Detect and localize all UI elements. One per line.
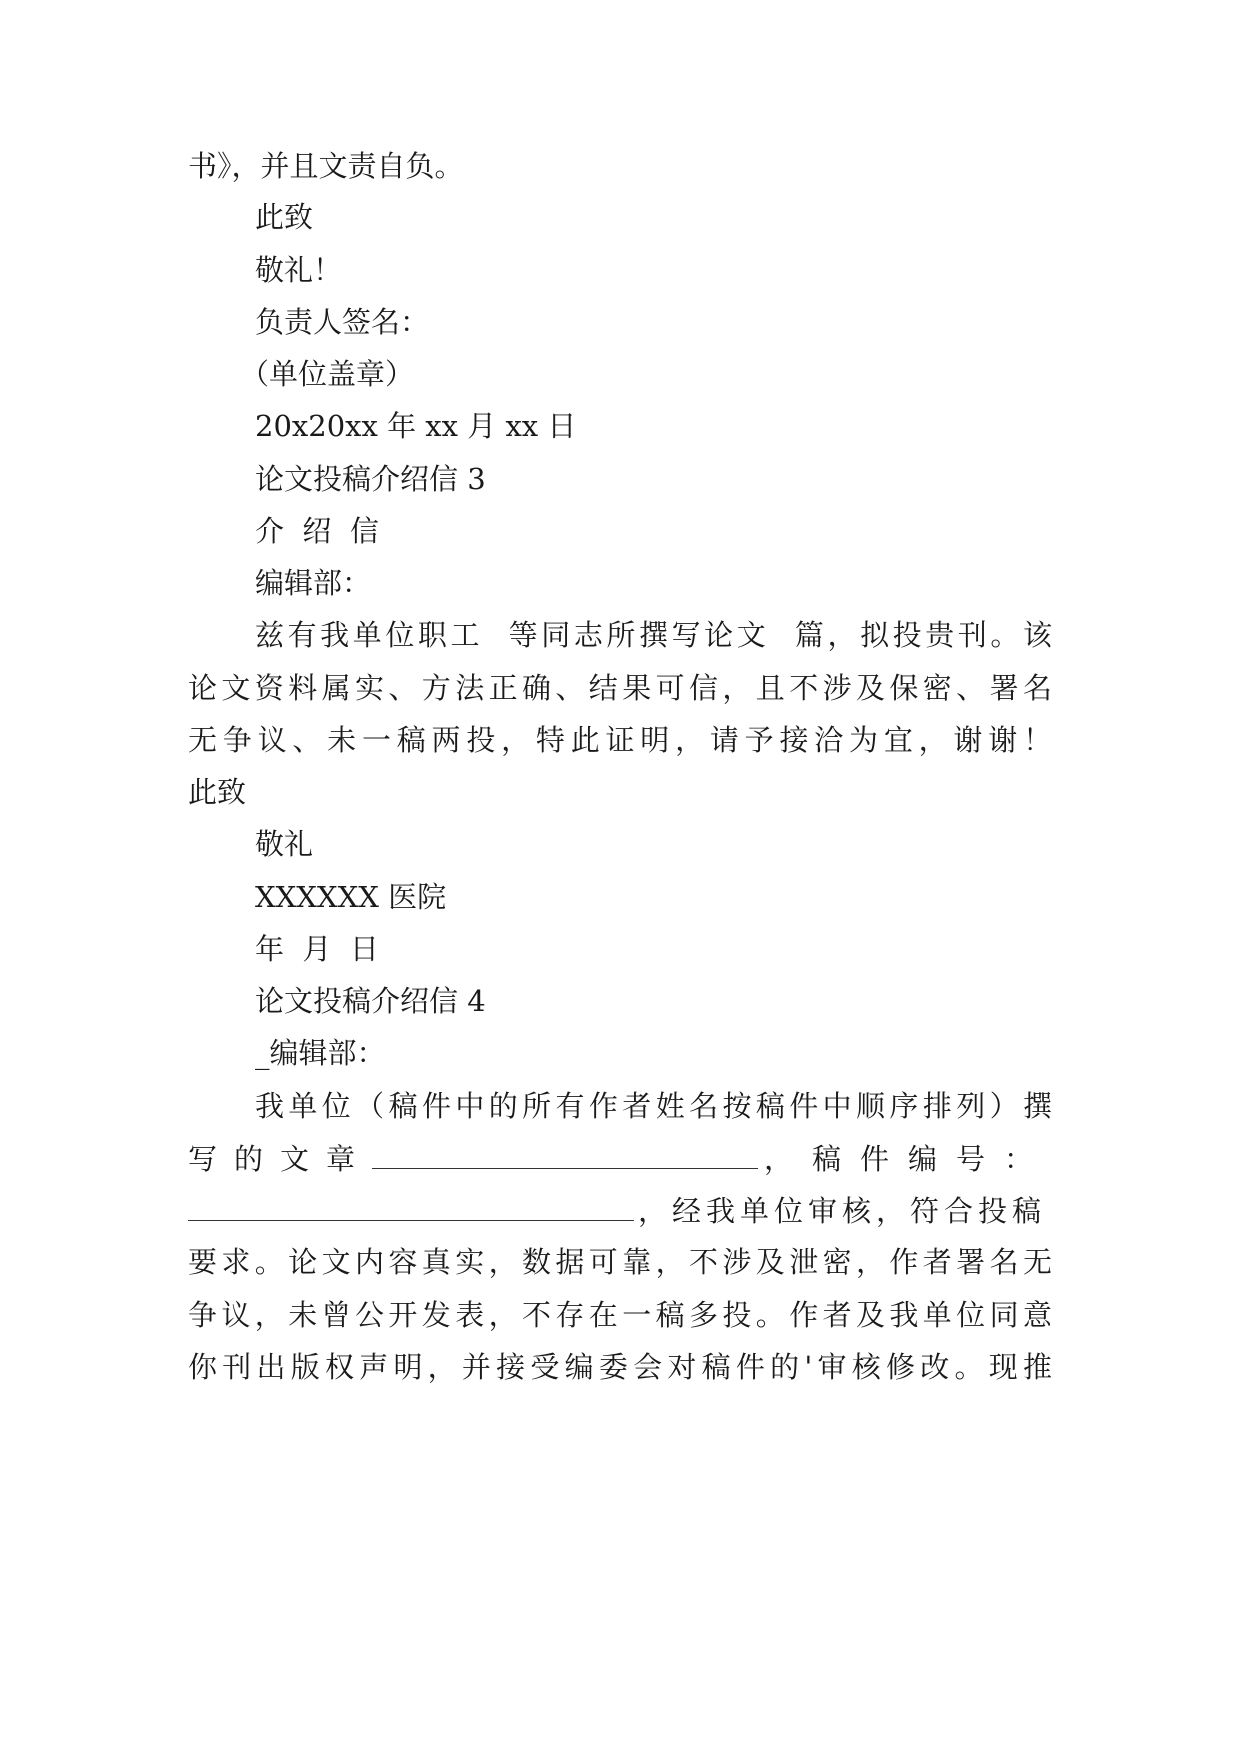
- body-text: ，经我单位审核，符合投稿: [638, 1194, 1047, 1228]
- salutation-regards: 敬礼: [255, 827, 314, 861]
- body-line-with-blank: [188, 1190, 1052, 1231]
- body-text: 写的文章: [188, 1142, 373, 1176]
- institution-name: XXXXXX 医院: [255, 880, 447, 914]
- salutation-closing: 此致: [255, 200, 314, 234]
- body-line: 我单位（稿件中的所有作者姓名按稿件中顺序排列）撰: [255, 1089, 1052, 1123]
- letter-title: 介 绍 信: [255, 514, 379, 548]
- section-heading: 论文投稿介绍信 4: [255, 984, 486, 1018]
- body-line-with-blank: [188, 1138, 1052, 1179]
- body-line: 争议，未曾公开发表，不存在一稿多投。作者及我单位同意: [188, 1298, 1052, 1332]
- salutation-closing: 此致: [188, 775, 247, 809]
- text-line: 书》，并且文责自负。: [188, 149, 464, 183]
- body-line: 论文资料属实、方法正确、结果可信，且不涉及保密、署名: [188, 671, 1052, 705]
- body-line: 兹有我单位职工 等同志所撰写论文 篇，拟投贵刊。该: [255, 618, 1052, 652]
- body-text: ，稿件编号：: [763, 1142, 1052, 1176]
- addressee: 编辑部：: [255, 566, 372, 600]
- body-line: 无争议、未一稿两投，特此证明，请予接洽为宜，谢谢！: [188, 723, 1052, 757]
- date-line: 20x20xx 年 xx 月 xx 日: [255, 409, 577, 443]
- body-line: 你刊出版权声明，并接受编委会对稿件的'审核修改。现推: [188, 1350, 1052, 1384]
- article-title-blank: [372, 1138, 758, 1169]
- body-line: 要求。论文内容真实，数据可靠，不涉及泄密，作者署名无: [188, 1245, 1052, 1279]
- date-line: 年 月 日: [255, 932, 379, 966]
- salutation-regards: 敬礼！: [255, 253, 343, 287]
- manuscript-number-blank: [188, 1190, 634, 1221]
- signature-line: 负责人签名：: [255, 305, 430, 339]
- section-heading: 论文投稿介绍信 3: [255, 462, 486, 496]
- addressee: _编辑部：: [255, 1036, 386, 1070]
- seal-line: （单位盖章）: [240, 357, 415, 391]
